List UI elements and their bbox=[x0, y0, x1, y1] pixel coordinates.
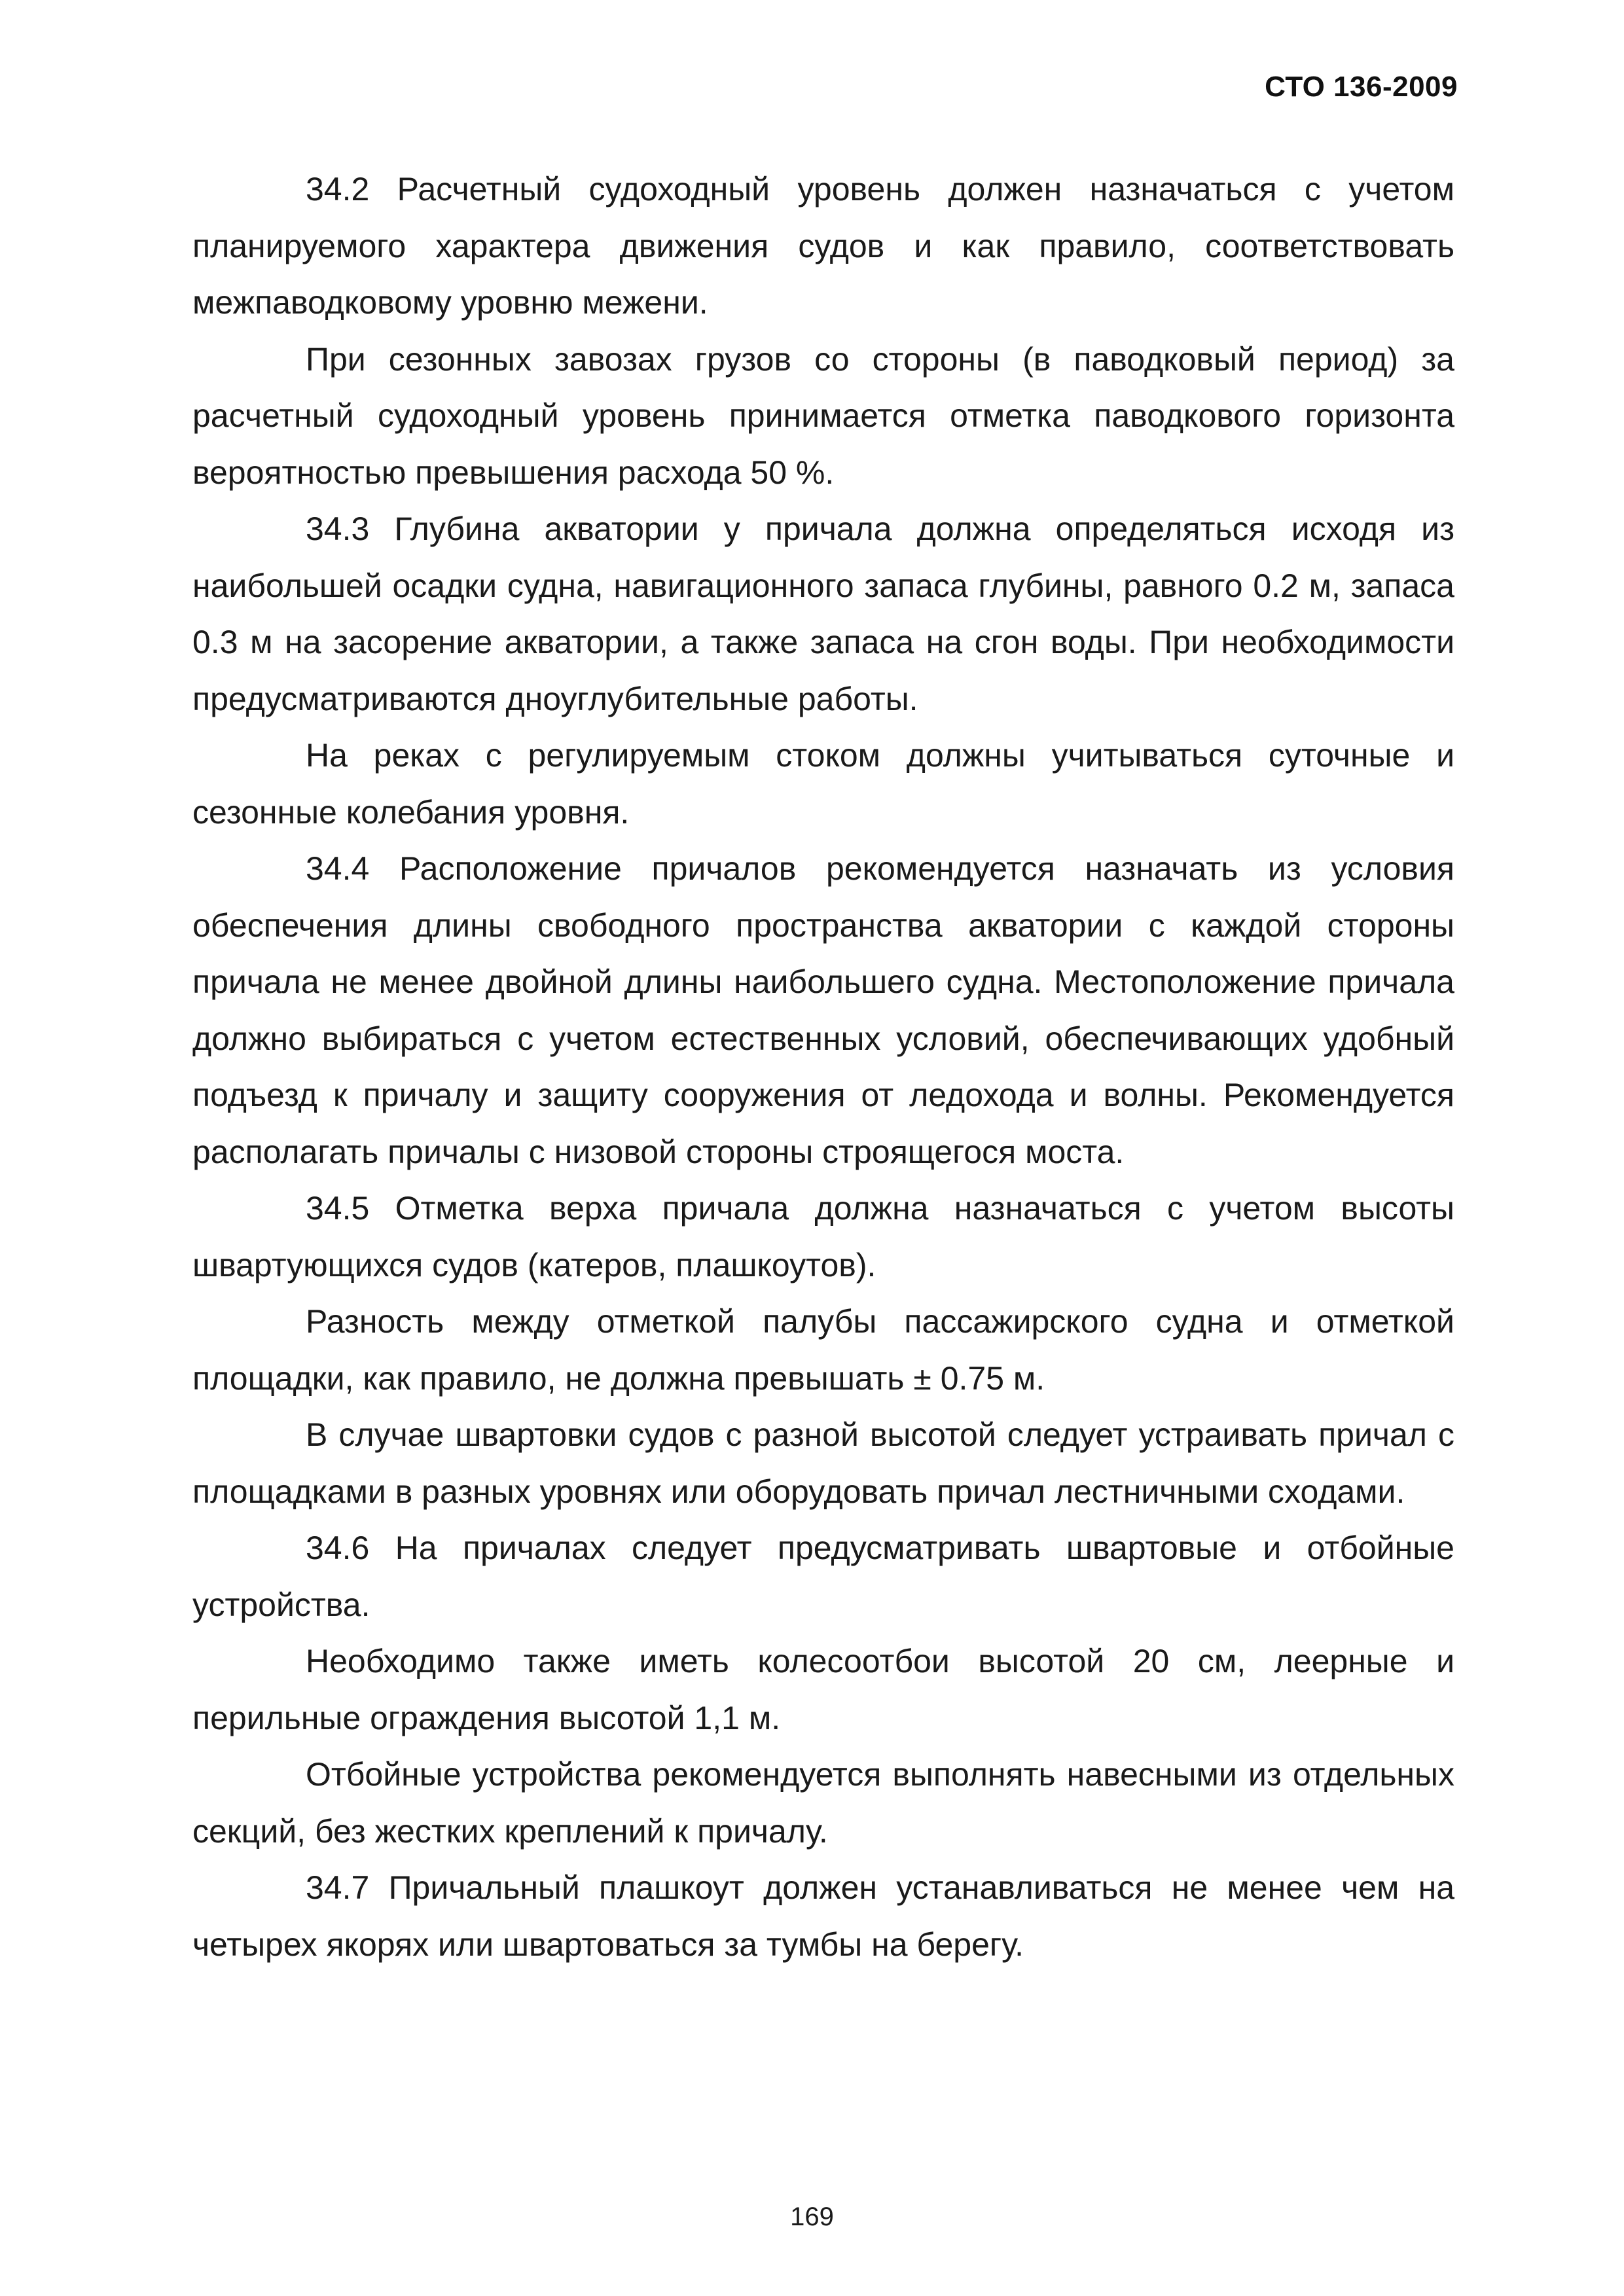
paragraph-wheel-guards: Необходимо также иметь колесоотбои высотой 20 см, леерные и перильные ограждения высотой 1,1 м. bbox=[192, 1643, 1454, 1736]
paragraph-34-3: 34.3 Глубина акватории у причала должна определяться исходя из наибольшей осадки судна, навигационного запаса глубины, равного 0.2 м, запаса 0.3 м на засорение акватории, а также запаса на сгон воды. При необходимости предусматриваются дноуглубительные работы. bbox=[192, 511, 1454, 717]
body-text bbox=[192, 161, 1454, 1973]
paragraph-34-7: 34.7 Причальный плашкоут должен устанавливаться не менее чем на четырех якорях или швартоваться за тумбы на берегу. bbox=[192, 1869, 1454, 1963]
paragraph-seasonal-delivery: При сезонных завозах грузов со стороны (в паводковый период) за расчетный судоходный уровень принимается отметка паводкового горизонта вероятностью превышения расхода 50 %. bbox=[192, 340, 1454, 491]
page-number: 169 bbox=[790, 2202, 834, 2231]
paragraph-34-4: 34.4 Расположение причалов рекомендуется назначать из условия обеспечения длины свободного пространства акватории с каждой стороны причала не менее двойной длины наибольшего судна. Местоположение причала должно выбираться с учетом естественных условий, обеспечивающих удобный подъезд к причалу и защиту сооружения от ледохода и волны. Рекомендуется располагать причалы с низовой стороны строящегося моста. bbox=[192, 850, 1454, 1170]
paragraph-deck-difference: Разность между отметкой палубы пассажирского судна и отметкой площадки, как правило, не должна превышать ± 0.75 м. bbox=[192, 1303, 1454, 1397]
paragraph-34-5: 34.5 Отметка верха причала должна назначаться с учетом высоты швартующихся судов (катеров, плашкоутов). bbox=[192, 1190, 1454, 1283]
paragraph-34-6: 34.6 На причалах следует предусматривать швартовые и отбойные устройства. bbox=[192, 1530, 1454, 1623]
document-code: СТО 136-2009 bbox=[1265, 71, 1458, 103]
paragraph-mooring-levels: В случае швартовки судов с разной высотой следует устраивать причал с площадками в разных уровнях или оборудовать причал лестничными сходами. bbox=[192, 1416, 1454, 1510]
paragraph-fender-devices: Отбойные устройства рекомендуется выполнять навесными из отдельных секций, без жестких креплений к причалу. bbox=[192, 1756, 1454, 1850]
paragraph-regulated-rivers: На реках с регулируемым стоком должны учитываться суточные и сезонные колебания уровня. bbox=[192, 737, 1454, 831]
paragraph-34-2: 34.2 Расчетный судоходный уровень должен назначаться с учетом планируемого характера движения судов и как правило, соответствовать межпаводковому уровню межени. bbox=[192, 171, 1454, 321]
